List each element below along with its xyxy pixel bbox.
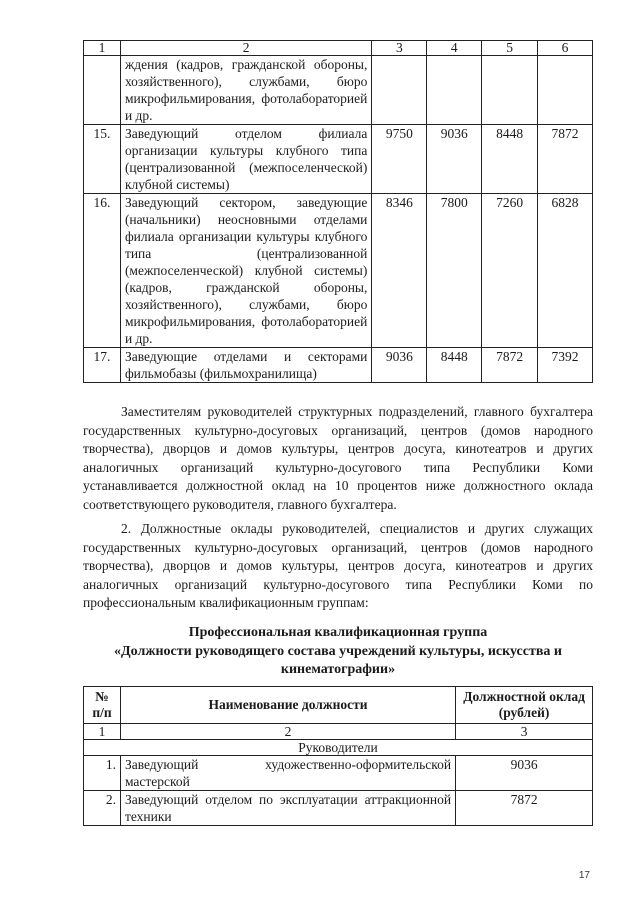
column-header-salary: Должностной оклад (рублей)	[456, 687, 593, 724]
salary-group-1: 9750	[372, 125, 427, 194]
column-index: 3	[372, 41, 427, 56]
salary-group-4: 7392	[538, 348, 593, 383]
table-row	[84, 56, 593, 125]
table-column-index-row	[84, 724, 593, 740]
paragraph-deputies: Заместителям руководителей структурных подразделений, главного бухгалтера государственных культурно-досуговых организаций, центров (домов народного творчества), дворцов и домов культуры, центров досуга, кинотеатров и других аналогичных организаций культурно-досугового типа Республики Коми устанавливается должностной оклад на 10 процентов ниже должностного оклада соответствующего руководителя, главного бухгалтера.	[83, 404, 593, 512]
salary-value: 9036	[456, 756, 593, 791]
position-name: Заведующий отделом по эксплуатации аттракционной техники	[120, 791, 455, 826]
heading-line: «Должности руководящего состава учреждений культуры, искусства и	[114, 643, 562, 659]
row-number: 16.	[84, 194, 121, 348]
salary-value: 7872	[456, 791, 593, 826]
column-index: 1	[84, 724, 121, 740]
salary-group-1: 8346	[372, 194, 427, 348]
heading-line: кинематографии»	[280, 662, 396, 677]
column-index: 6	[538, 41, 593, 56]
table-section-row	[84, 740, 593, 756]
salary-group-2: 7800	[427, 194, 482, 348]
table-row	[84, 791, 593, 826]
position-name: Заведующие отделами и секторами фильмобазы (фильмохранилища)	[120, 348, 371, 383]
column-index: 3	[456, 724, 593, 740]
row-number	[84, 56, 121, 125]
table-header-row	[84, 687, 593, 724]
row-number: 2.	[84, 791, 121, 826]
heading-line: Профессиональная квалификационная группа	[188, 625, 488, 640]
column-index: 1	[84, 41, 121, 56]
row-number: 17.	[84, 348, 121, 383]
table-row	[84, 125, 593, 194]
row-number: 15.	[84, 125, 121, 194]
salary-group-3: 7260	[482, 194, 538, 348]
paragraph-salaries: 2. Должностные оклады руководителей, специалистов и других служащих государственных культурно-досуговых организаций, центров (домов народного творчества), дворцов и домов культуры, центров досуга, кинотеатров и других аналогичных организаций культурно-досугового типа Республики Коми по профессиональным квалификационным группам:	[83, 521, 593, 610]
table-row	[84, 348, 593, 383]
qualification-group-heading	[83, 624, 593, 680]
column-index: 5	[482, 41, 538, 56]
page-number: 17	[578, 870, 590, 881]
table-column-index-row	[84, 41, 593, 56]
position-name: Заведующий сектором, заведующие (начальники) неосновными отделами филиала организации культуры клубного типа (централизованной (межпоселенческой) клубной системы) (кадров, гражданской обороны, хозяйственного), службами, бюро микрофильмирования, фотолабораторией и др.	[120, 194, 371, 348]
salary-group-1	[372, 56, 427, 125]
salary-group-3: 7872	[482, 348, 538, 383]
salary-group-2: 9036	[427, 125, 482, 194]
salary-group-3: 8448	[482, 125, 538, 194]
position-name: ждения (кадров, гражданской обороны, хозяйственного), службами, бюро микрофильмирования, фотолабораторией и др.	[120, 56, 371, 125]
position-name: Заведующий отделом филиала организации культуры клубного типа (централизованной (межпоселенческой) клубной системы)	[120, 125, 371, 194]
salary-group-3	[482, 56, 538, 125]
column-index: 2	[120, 724, 455, 740]
salary-table-continued	[83, 40, 593, 383]
column-index: 2	[120, 41, 371, 56]
column-header-position: Наименование должности	[120, 687, 455, 724]
salary-group-4: 6828	[538, 194, 593, 348]
table-row	[84, 756, 593, 791]
column-header-number: № п/п	[84, 687, 121, 724]
column-index: 4	[427, 41, 482, 56]
salary-group-4: 7872	[538, 125, 593, 194]
leadership-salary-table	[83, 686, 593, 826]
salary-group-2: 8448	[427, 348, 482, 383]
salary-group-2	[427, 56, 482, 125]
position-name: Заведующий художественно-оформительской мастерской	[120, 756, 455, 791]
table-row	[84, 194, 593, 348]
section-title: Руководители	[84, 740, 593, 756]
salary-group-1: 9036	[372, 348, 427, 383]
salary-group-4	[538, 56, 593, 125]
row-number: 1.	[84, 756, 121, 791]
